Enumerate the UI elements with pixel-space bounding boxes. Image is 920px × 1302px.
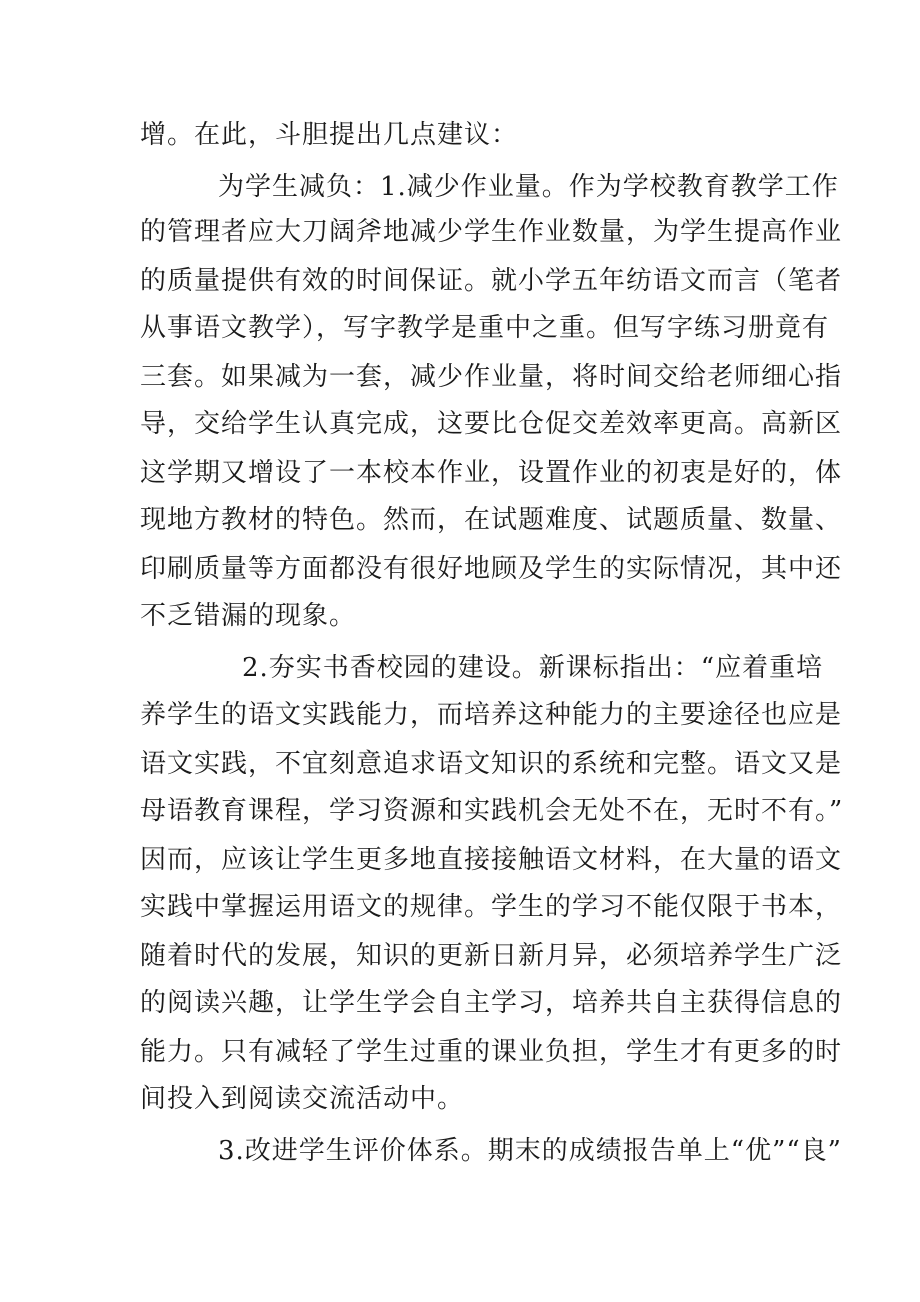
paragraph-line: 从事语文教学），写字教学是重中之重。但写字练习册竟有 [140, 313, 830, 343]
paragraph-line: 语文实践，不宜刻意追求语文知识的系统和完整。语文又是 [140, 749, 843, 779]
paragraph-line: 3.改进学生评价体系。期末的成绩报告单上“优”“良” [218, 1136, 842, 1166]
paragraph-line: 间投入到阅读交流活动中。 [140, 1084, 465, 1114]
paragraph-line: 导，交给学生认真完成，这要比仓促交差效率更高。高新区 [140, 409, 843, 439]
paragraph-line: 因而，应该让学生更多地直接接触语文材料，在大量的语文 [140, 845, 843, 875]
paragraph-line: 的管理者应大刀阔斧地减少学生作业数量，为学生提高作业 [140, 217, 843, 247]
paragraph-line: 的质量提供有效的时间保证。就小学五年纺语文而言（笔者 [140, 266, 843, 296]
paragraph-line: 增。在此，斗胆提出几点建议： [140, 120, 519, 150]
paragraph-line: 随着时代的发展，知识的更新日新月异，必须培养学生广泛 [140, 941, 843, 971]
paragraph-line: 2.夯实书香校园的建设。新课标指出：“应着重培 [242, 653, 824, 683]
paragraph-line: 为学生减负：1.减少作业量。作为学校教育教学工作 [218, 172, 839, 202]
paragraph-line: 这学期又增设了一本校本作业，设置作业的初衷是好的，体 [140, 458, 843, 488]
paragraph-line: 的阅读兴趣，让学生学会自主学习，培养共自主获得信息的 [140, 988, 843, 1018]
paragraph-line: 印刷质量等方面都没有很好地顾及学生的实际情况，其中还 [140, 554, 843, 584]
paragraph-line: 能力。只有减轻了学生过重的课业负担，学生才有更多的时 [140, 1037, 843, 1067]
paragraph-line: 不乏错漏的现象。 [140, 601, 357, 631]
paragraph-line: 现地方教材的特色。然而，在试题难度、试题质量、数量、 [140, 505, 843, 535]
paragraph-line: 母语教育课程，学习资源和实践机会无处不在，无时不有。” [140, 796, 844, 826]
paragraph-line: 三套。如果减为一套，减少作业量，将时间交给老师细心指 [140, 362, 843, 392]
paragraph-line: 养学生的语文实践能力，而培养这种能力的主要途径也应是 [140, 700, 843, 730]
paragraph-line: 实践中掌握运用语文的规律。学生的学习不能仅限于书本， [140, 892, 843, 922]
